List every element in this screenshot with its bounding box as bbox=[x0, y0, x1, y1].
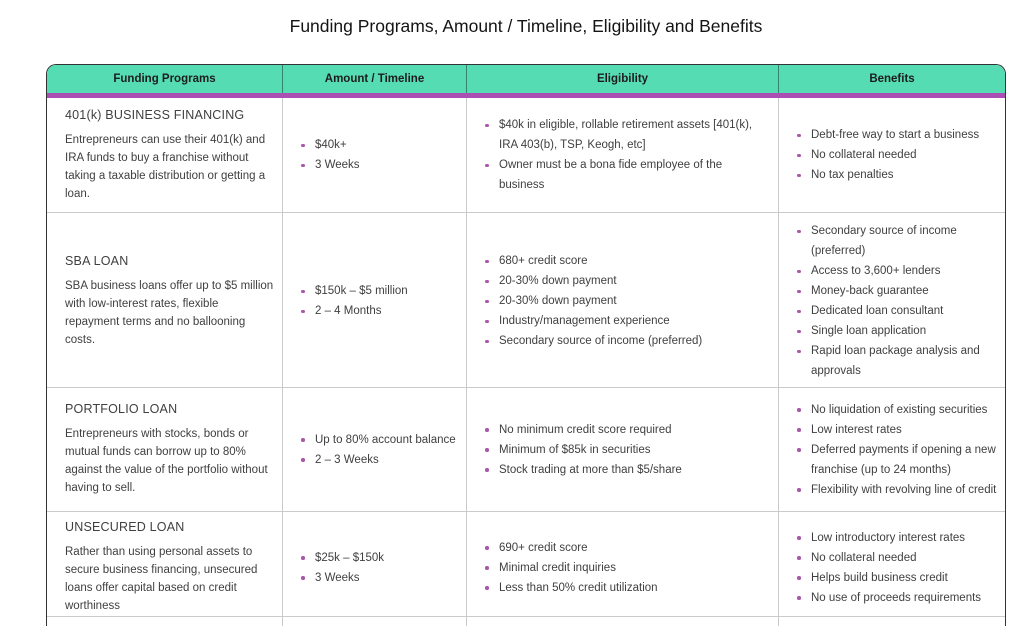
table-row-portfolio-loan bbox=[47, 388, 1005, 512]
bullet-item: Low interest rates bbox=[797, 420, 997, 440]
bullet-item: No tax penalties bbox=[797, 165, 997, 185]
table-header-row bbox=[47, 65, 1005, 93]
bullet-item: $40k in eligible, rollable retirement assets [401(k), IRA 403(b), TSP, Keogh, etc] bbox=[485, 115, 770, 155]
table-row-partial bbox=[47, 617, 1005, 626]
bullet-item: 680+ credit score bbox=[485, 251, 770, 271]
benefits-cell bbox=[779, 512, 1005, 623]
bullet-item: Industry/management experience bbox=[485, 311, 770, 331]
program-description: Entrepreneurs with stocks, bonds or mutual funds can borrow up to 80% against the value of the portfolio without having to sell. bbox=[65, 428, 268, 494]
program-description: SBA business loans offer up to $5 million with low-interest rates, flexible repayment terms and no ballooning costs. bbox=[65, 279, 274, 346]
bullet-item: Stock trading at more than $5/share bbox=[485, 460, 770, 480]
bullet-item: Deferred payments if opening a new franchise (up to 24 months) bbox=[797, 440, 997, 480]
bullet-item: Dedicated loan consultant bbox=[797, 301, 997, 321]
bullet-item: No use of proceeds requirements bbox=[797, 588, 997, 608]
bullet-item: Secondary source of income (preferred) bbox=[797, 221, 997, 261]
bullet-item: Flexibility with revolving line of credit bbox=[797, 480, 997, 500]
program-title: UNSECURED LOAN bbox=[65, 520, 185, 534]
bullet-item: Helps build business credit bbox=[797, 568, 997, 588]
bullet-item: Debt-free way to start a business bbox=[797, 125, 997, 145]
page-title: Funding Programs, Amount / Timeline, Eligibility and Benefits bbox=[289, 16, 763, 36]
bullet-item: 20-30% down payment bbox=[485, 271, 770, 291]
table-row-sba-loan bbox=[47, 213, 1005, 388]
bullet-item: Secondary source of income (preferred) bbox=[485, 331, 770, 351]
bullet-item: $150k – $5 million bbox=[301, 281, 458, 301]
bullet-item: Owner must be a bona fide employee of the business bbox=[485, 155, 770, 195]
bullet-item: Up to 80% account balance bbox=[301, 430, 458, 450]
bullet-item: Minimum of $85k in securities bbox=[485, 440, 770, 460]
program-cell bbox=[47, 213, 283, 389]
table-row-401k-business-financing bbox=[47, 98, 1005, 213]
bullet-item: Single loan application bbox=[797, 321, 997, 341]
amount-timeline-cell bbox=[283, 388, 467, 511]
bullet-item: No collateral needed bbox=[797, 145, 997, 165]
bullet-item: 20-30% down payment bbox=[485, 291, 770, 311]
funding-programs-table bbox=[46, 64, 1006, 626]
eligibility-cell bbox=[467, 98, 779, 212]
bullet-item: 690+ credit score bbox=[485, 538, 770, 558]
amount-timeline-cell bbox=[283, 98, 467, 212]
bullet-item: $25k – $150k bbox=[301, 548, 458, 568]
column-header-benefits: Benefits bbox=[869, 73, 915, 85]
benefits-cell bbox=[779, 388, 1005, 511]
program-description: Entrepreneurs can use their 401(k) and IRA funds to buy a franchise without taking a taxable distribution or getting a loan. bbox=[65, 133, 266, 200]
bullet-item: Rapid loan package analysis and approvals bbox=[797, 341, 997, 381]
program-title: SBA LOAN bbox=[65, 253, 129, 268]
column-header-amount-timeline: Amount / Timeline bbox=[283, 65, 467, 93]
amount-timeline-cell bbox=[283, 512, 467, 623]
benefits-cell bbox=[779, 98, 1005, 212]
bullet-item: No minimum credit score required bbox=[485, 420, 770, 440]
column-header-eligibility: Eligibility bbox=[467, 65, 779, 93]
bullet-item: 2 – 4 Months bbox=[301, 301, 458, 321]
bullet-item: Money-back guarantee bbox=[797, 281, 997, 301]
program-title: PORTFOLIO LOAN bbox=[65, 402, 178, 416]
program-cell bbox=[47, 388, 283, 511]
bullet-item: No liquidation of existing securities bbox=[797, 400, 997, 420]
bullet-item: No collateral needed bbox=[797, 548, 997, 568]
bullet-item: Low introductory interest rates bbox=[797, 528, 997, 548]
program-cell bbox=[47, 512, 283, 623]
bullet-item: $40k+ bbox=[301, 135, 458, 155]
bullet-item: Access to 3,600+ lenders bbox=[797, 261, 997, 281]
column-header-funding-programs: Funding Programs bbox=[47, 65, 283, 93]
amount-timeline-cell bbox=[283, 213, 467, 389]
bullet-item: 3 Weeks bbox=[301, 155, 458, 175]
bullet-item: 2 – 3 Weeks bbox=[301, 450, 458, 470]
eligibility-cell bbox=[467, 388, 779, 511]
bullet-item: Less than 50% credit utilization bbox=[485, 578, 770, 598]
benefits-cell bbox=[779, 213, 1005, 389]
eligibility-cell bbox=[467, 512, 779, 623]
program-title: 401(k) BUSINESS FINANCING bbox=[65, 107, 245, 122]
program-description: Rather than using personal assets to secure business financing, unsecured loans offer capital based on credit worthiness bbox=[65, 546, 258, 612]
bullet-item: Minimal credit inquiries bbox=[485, 558, 770, 578]
bullet-item: 3 Weeks bbox=[301, 568, 458, 588]
program-cell bbox=[47, 98, 283, 212]
table-row-unsecured-loan bbox=[47, 512, 1005, 617]
eligibility-cell bbox=[467, 213, 779, 389]
